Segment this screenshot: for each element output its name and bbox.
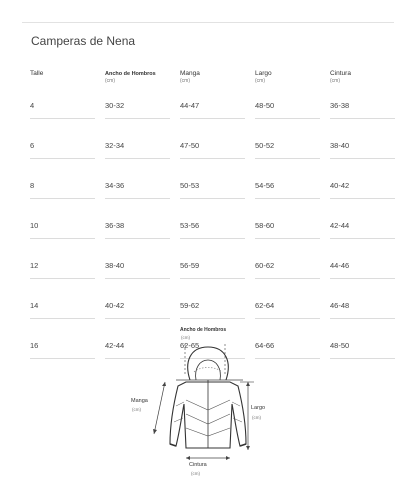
table-row (30, 138, 405, 178)
header-unit: (cm) (180, 78, 190, 84)
table-cell: 44-47 (180, 101, 245, 119)
hood-fur-trim (194, 368, 222, 373)
table-cell: 42-44 (105, 341, 170, 359)
jacket-illustration (120, 322, 300, 500)
table-cell: 30-32 (105, 101, 170, 119)
diagram-label-length: Largo (251, 405, 266, 411)
header-cintura (330, 70, 405, 98)
diagram-unit-length: (cm) (252, 415, 261, 420)
diagram-unit-shoulders: (cm) (181, 335, 190, 340)
sleeve-arrow-top (162, 382, 166, 386)
header-largo (255, 70, 330, 98)
header-label: Manga (180, 70, 200, 77)
table-cell: 54-56 (255, 181, 320, 199)
table-cell: 36-38 (105, 221, 170, 239)
table-row (30, 258, 405, 298)
diagram-label-waist: Cintura (189, 462, 207, 468)
table-cell: 32-34 (105, 141, 170, 159)
table-cell: 12 (30, 261, 95, 279)
header-ancho-de-hombros (105, 70, 180, 98)
table-cell: 60-62 (255, 261, 320, 279)
hood-opening (196, 360, 221, 380)
table-cell: 42-44 (330, 221, 395, 239)
right-cuff (240, 444, 246, 446)
sleeve-arrow-bottom (153, 429, 157, 434)
header-talle (30, 70, 105, 98)
header-label: Ancho de Hombros (105, 71, 156, 77)
diagram-label-sleeve: Manga (131, 398, 148, 404)
header-label: Largo (255, 70, 272, 77)
table-cell: 6 (30, 141, 95, 159)
header-label: Talle (30, 70, 44, 77)
table-cell: 47-50 (180, 141, 245, 159)
table-cell: 10 (30, 221, 95, 239)
table-row (30, 218, 405, 258)
sleeve-quilt-line (176, 402, 184, 406)
table-cell: 56-59 (180, 261, 245, 279)
table-cell: 53-56 (180, 221, 245, 239)
table-cell: 62-65 (180, 341, 245, 359)
table-cell: 36-38 (330, 101, 395, 119)
table-row (30, 178, 405, 218)
hood-outline (188, 347, 229, 380)
table-row (30, 98, 405, 138)
diagram-unit-waist: (cm) (191, 471, 200, 476)
table-cell: 40-42 (105, 301, 170, 319)
waist-arrow-right (226, 456, 230, 460)
table-cell: 62-64 (255, 301, 320, 319)
table-cell: 59-62 (180, 301, 245, 319)
page-title: Camperas de Nena (31, 34, 136, 48)
table-cell: 58-60 (255, 221, 320, 239)
sleeve-measure-line (154, 382, 165, 434)
table-cell: 48-50 (255, 101, 320, 119)
table-header-row (30, 70, 405, 98)
table-cell: 16 (30, 341, 95, 359)
table-cell: 50-52 (255, 141, 320, 159)
table-cell: 38-40 (105, 261, 170, 279)
header-unit: (cm) (105, 78, 115, 84)
table-cell: 4 (30, 101, 95, 119)
table-cell: 14 (30, 301, 95, 319)
length-arrow-bottom (246, 446, 250, 450)
header-manga (180, 70, 255, 98)
top-divider (22, 22, 394, 23)
table-cell: 44-46 (330, 261, 395, 279)
sleeve-quilt-line (232, 402, 240, 406)
table-cell: 64-66 (255, 341, 320, 359)
jacket-measurement-diagram (120, 322, 300, 500)
header-unit: (cm) (330, 78, 340, 84)
diagram-label-shoulders: Ancho de Hombros (180, 327, 227, 333)
table-cell: 38-40 (330, 141, 395, 159)
table-cell: 46-48 (330, 301, 395, 319)
header-label: Cintura (330, 70, 351, 77)
table-cell: 48-50 (330, 341, 395, 359)
table-cell: 50-53 (180, 181, 245, 199)
length-arrow-top (246, 382, 250, 386)
waist-arrow-left (186, 456, 190, 460)
header-unit: (cm) (255, 78, 265, 84)
table-cell: 34-36 (105, 181, 170, 199)
table-cell: 8 (30, 181, 95, 199)
table-cell: 40-42 (330, 181, 395, 199)
diagram-unit-sleeve: (cm) (132, 407, 141, 412)
left-cuff (170, 444, 176, 446)
